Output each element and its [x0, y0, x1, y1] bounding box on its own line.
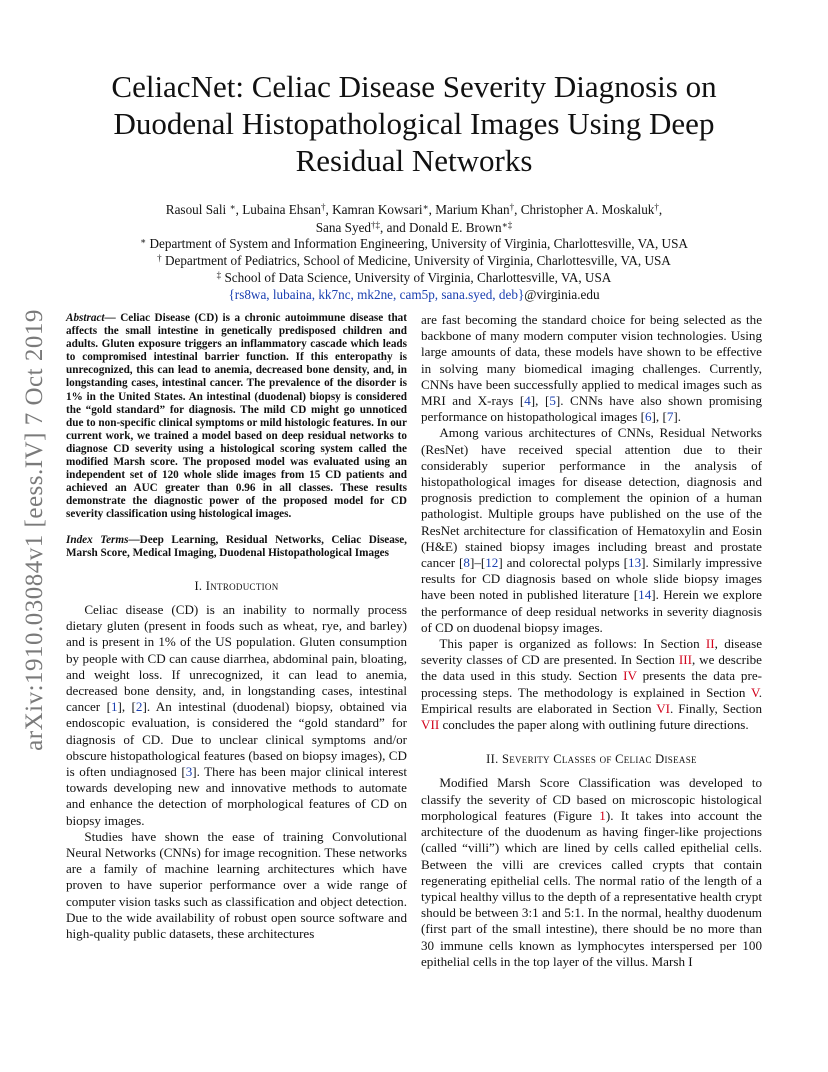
abstract: [66, 312, 407, 522]
author-mark: †‡: [371, 219, 381, 230]
email-link[interactable]: kk7nc: [318, 287, 351, 302]
citation-link[interactable]: 5: [549, 393, 556, 409]
author-name: Rasoul Sali: [165, 202, 227, 217]
index-terms: [66, 534, 407, 560]
author-name: , Kamran Kowsari: [325, 202, 423, 217]
email-link[interactable]: mk2ne: [357, 287, 394, 302]
section-link[interactable]: V: [750, 684, 759, 700]
email-line: {rs8wa, lubaina, kk7nc, mk2ne, cam5p, sana.syed, deb}@virginia.edu: [228, 287, 600, 302]
section-link[interactable]: IV: [623, 668, 637, 684]
email-link[interactable]: cam5p: [399, 287, 435, 302]
author-name: , and Donald E. Brown: [380, 219, 502, 235]
arxiv-identifier: [20, 295, 50, 765]
affiliations: [80, 235, 748, 303]
email-link[interactable]: sana.syed: [441, 287, 493, 302]
author-mark: ∗: [229, 202, 236, 212]
affiliation-line: ∗ Department of System and Information Engineering, University of Virginia, Charlottesville, VA, USA: [140, 236, 688, 251]
author-name: , Lubaina Ehsan: [235, 202, 321, 217]
index-terms-label: Index Terms: [66, 533, 129, 546]
author-mark: †: [654, 202, 659, 212]
citation-link[interactable]: 1: [110, 699, 118, 715]
author-list: [80, 201, 748, 236]
author-mark: †: [320, 202, 326, 212]
abstract-label: Abstract: [66, 312, 105, 324]
citation-link[interactable]: 6: [644, 409, 652, 425]
citation-link[interactable]: 3: [185, 763, 193, 779]
citation-link[interactable]: 14: [638, 587, 652, 603]
affiliation-mark: ∗: [140, 236, 147, 246]
paper-title: CeliacNet: Celiac Disease Severity Diagnosis on Duodenal Histopathological Images Using Deep Residual Networks: [111, 69, 717, 178]
paragraph: Modified Marsh Score Classification was developed to classify the severity of CD based on microscopic histological morphological features (Figure 1). It takes into account the architecture of the duodenum as having finger-like projections (called “villi”) which are lined by cells called epithelial cells. Between the villi are crevices called crypts that contain regenerating epithelial cells. The normal ratio of the length of a typical healthy villus to the depth of a representative health crypt should be between 3:1 and 5:1. In the normal, healthy duodenum (first part of the small intestine), there should be no more than 30 immune cells known as lymphocytes interspersed per 100 epithelial cells in the top layer of the villus. Marsh I: [421, 775, 762, 969]
author-separator: ,: [658, 202, 663, 217]
index-terms-text: —Deep Learning, Residual Networks, Celiac Disease, Marsh Score, Medical Imaging, Duodenal Histopathological Images: [66, 533, 407, 559]
section-link[interactable]: II: [705, 636, 715, 652]
paragraph: Studies have shown the ease of training Convolutional Neural Networks (CNNs) for image recognition. These networks are a family of machine learning architectures which have proven to have superior performance over a wide range of computer vision tasks such as classification and object detection. Due to the wide availability of robust open source software and high-quality public datasets, these architectures: [66, 828, 407, 941]
paragraph: Celiac disease (CD) is an inability to normally process dietary gluten (present in foods such as wheat, rye, and barley) and is present in 1% of the US population. Gluten consumption by people with CD can cause diarrhea, abdominal pain, bloating, and weight loss. If unrecognized, it can lead to anemia, decreased bone density, and, in longstanding cases, intestinal cancer [1], [2]. An intestinal (duodenal) biopsy, obtained via endoscopic evaluation, is considered the “gold standard” for diagnosis of CD. Due to unclear clinical symptoms and/or obscure histopathological features (based on biopsy images), CD is often undiagnosed [3]. There has been major clinical interest towards developing new and innovative methods to automate and enhance the detection of morphological features of CD on biopsy images.: [66, 601, 407, 828]
affiliation-mark: ‡: [216, 270, 222, 280]
citation-link[interactable]: 2: [135, 699, 143, 715]
email-link[interactable]: rs8wa: [234, 287, 267, 302]
citation-link[interactable]: 12: [485, 555, 499, 571]
affiliation-line: ‡ School of Data Science, University of Virginia, Charlottesville, VA, USA: [216, 270, 612, 285]
author-name: , Marium Khan: [428, 202, 510, 217]
author-mark: †: [509, 202, 515, 212]
abstract-text: — Celiac Disease (CD) is a chronic autoimmune disease that affects the small intestine in genetically predisposed children and adults. Gluten exposure triggers an inflammatory cascade which leads to compromised intestinal barrier function. If this enteropathy is unrecognized, this can lead to anemia, decreased bone density, and, in longstanding cases, intestinal cancer. The prevalence of the disorder is 1% in the United States. An intestinal (duodenal) biopsy is considered the “gold standard” for diagnosis. The mild CD might go unnoticed due to non-specific clinical symptoms or mild histologic features. In our current work, we trained a model based on deep residual networks to diagnose CD severity using a histological scoring system called the modified Marsh score. The proposed model was evaluated using an independent set of 120 whole slide images from 15 CD patients and achieved an AUC greater than 0.96 in all classes. These results demonstrate the diagnostic power of the proposed model for CD severity classification using histological images.: [66, 312, 407, 521]
email-link[interactable]: deb: [498, 287, 518, 302]
figure-link[interactable]: 1: [599, 807, 606, 823]
author-name: Sana Syed: [315, 219, 372, 235]
email-link[interactable]: lubaina: [272, 287, 312, 302]
citation-link[interactable]: 4: [524, 393, 531, 409]
section-link[interactable]: III: [678, 652, 692, 668]
section-link[interactable]: VI: [656, 700, 671, 716]
citation-link[interactable]: 8: [463, 555, 470, 571]
email-domain: @virginia.edu: [524, 287, 600, 302]
citation-link[interactable]: 7: [666, 409, 674, 425]
arxiv-identifier-text: arXiv:1910.03084v1 [eess.IV] 7 Oct 2019: [21, 309, 48, 751]
paragraph: This paper is organized as follows: In Section II, disease severity classes of CD are presented. In Section III, we describe the data used in this study. Section IV presents the data pre-processing steps. The methodology is explained in Section V. Empirical results are elaborated in Section VI. Finally, Section VII concludes the paper along with outlining future directions.: [421, 636, 763, 733]
affiliation-line: † Department of Pediatrics, School of Medicine, University of Virginia, Charlottesville, VA, USA: [157, 253, 671, 268]
section-link[interactable]: VII: [421, 717, 440, 733]
section-heading: I. Introduction: [194, 578, 279, 593]
paragraph-continued: are fast becoming the standard choice for being selected as the backbone of many modern computer vision technologies. Using large amounts of data, these models have shown to be effective in solving many biomedical imaging challenges. Currently, CNNs have been successfully applied to medical images such as MRI and X-rays [4], [5]. CNNs have also shown promising performance on histopathological images [6], [7].: [421, 312, 762, 425]
author-name: , Christopher A. Moskaluk: [514, 202, 655, 217]
right-column: [421, 312, 762, 970]
author-mark: ∗‡: [501, 219, 513, 230]
section-heading: II. Severity Classes of Celiac Disease: [486, 752, 697, 767]
paragraph: Among various architectures of CNNs, Residual Networks (ResNet) have received special attention due to their considerably superior performance in the analysis of histopathological images for disease detection, diagnosis and prognosis prediction to complement the opinion of a human pathologist. Multiple groups have published on the use of the ResNet architecture for classification of Hematoxylin and Eosin (H&E) stained biopsy images including breast and prostate cancer [8]–[12] and colorectal polyps [13]. Similarly impressive results for CD diagnosis based on whole slide biopsy images have been noted in published literature [14]. Herein we explore the performance of deep residual networks in severity diagnosis of CD on duodenal biopsy images.: [421, 425, 762, 635]
affiliation-mark: †: [157, 253, 162, 263]
left-column: [66, 312, 407, 942]
author-mark: ∗: [422, 202, 429, 212]
citation-link[interactable]: 13: [628, 555, 642, 571]
